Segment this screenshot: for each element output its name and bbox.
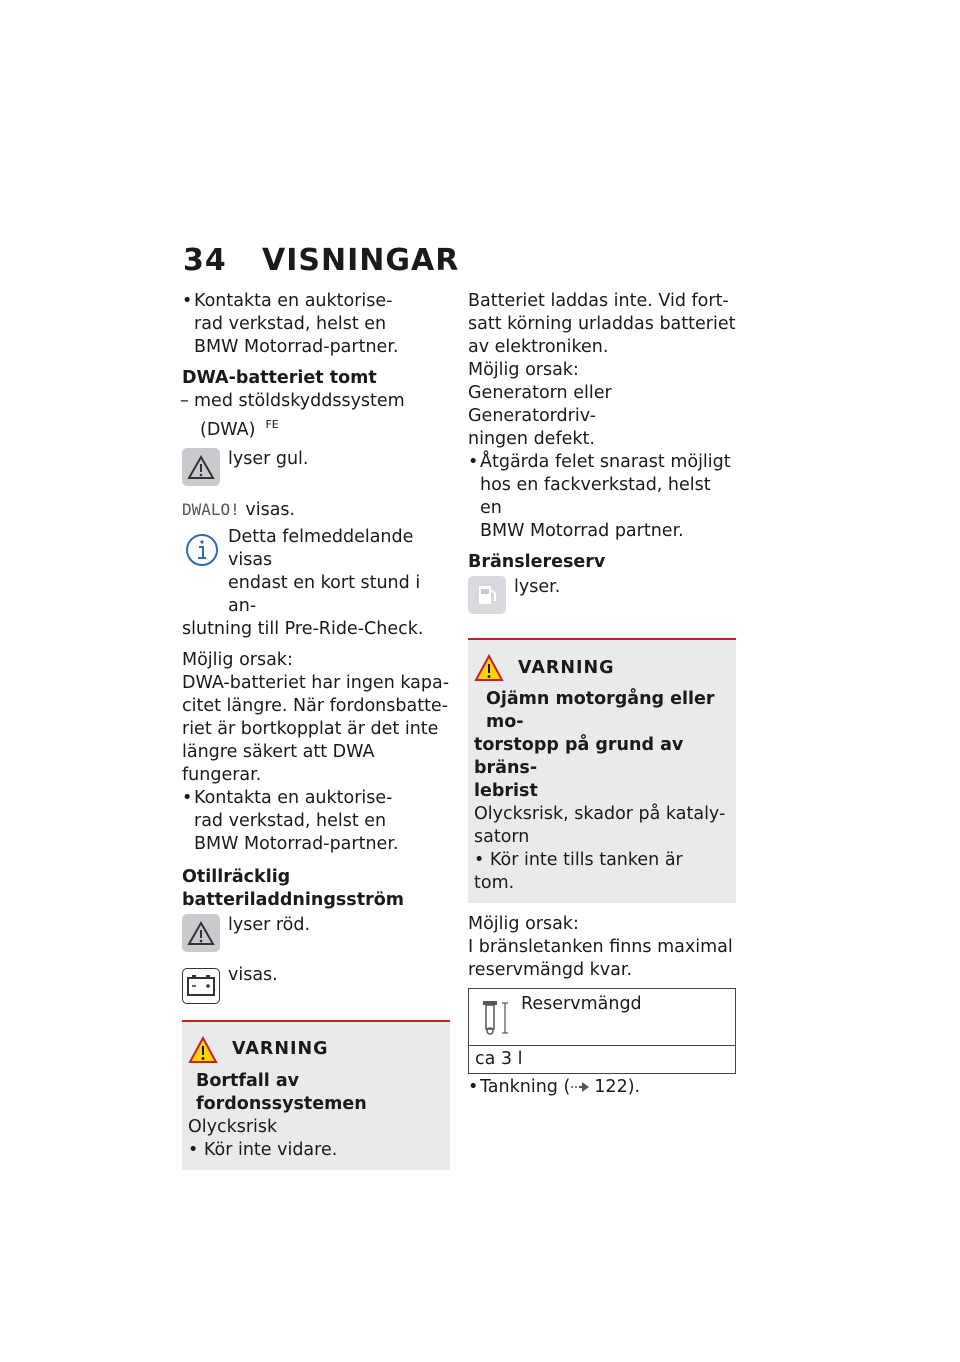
warning-title: VARNING <box>232 1039 329 1060</box>
fuel-pump-icon <box>468 576 506 614</box>
warning-risk: Olycksrisk, skador på kataly- satorn <box>474 804 726 847</box>
display-message: DWALO! visas. <box>182 499 296 520</box>
warning-triangle-icon <box>474 654 504 682</box>
warning-triangle-icon <box>188 1036 218 1064</box>
warning-title: VARNING <box>518 657 615 678</box>
warning-subject: Ojämn motorgång eller mo- torstopp på grund av bräns- lebrist <box>474 689 715 801</box>
cause-label: Möjlig orsak: <box>182 649 293 670</box>
warning-triangle-icon <box>182 448 220 486</box>
warning-light-row: lyser gul. <box>182 448 450 494</box>
cause-text: DWA-batteriet har ingen kapa- citet längre. När fordonsbatte- riet är bortkopplat är det inte längre säkert att DWA fungerar. <box>182 672 450 785</box>
cause-text: Generatorn eller Generatordriv- ningen defekt. <box>468 383 612 449</box>
warning-subject: Bortfall av fordonssystemen <box>196 1070 367 1114</box>
contact-bullet-2: • Kontakta en auktorise- rad verkstad, helst en BMW Motorrad-partner. <box>182 787 450 856</box>
cause-label: Möjlig orsak: <box>468 914 579 934</box>
page-number: 34 <box>183 243 227 278</box>
refuel-bullet: • Tankning ( 122). <box>468 1076 736 1099</box>
info-icon <box>184 532 218 566</box>
contact-bullet-1: • Kontakta en auktorise- rad verkstad, helst en BMW Motorrad-partner. <box>182 290 450 359</box>
warning-risk: Olycksrisk <box>188 1116 278 1137</box>
reserve-table <box>468 988 736 1074</box>
left-column: • Kontakta en auktorise- rad verkstad, helst en BMW Motorrad-partner. DWA-batteriet tomt – med stöldskyddssystem (DWA) $^{FE}$ lyser gul. DWALO! visas. Detta felmeddelande visas endast en kort stund i an- slutning till Pre-Ride-Check. Möjlig orsak: DWA-batteriet har ingen kapa- citet längre. När fordonsbatte- riet är bortkopplat är det inte längre säkert att DWA fungerar. • Kontakta en auktorise- rad verkstad, helst en BMW Motorrad-partner. Otillräcklig batteriladdningsström lyser röd. visas. VARNING Bortfall av fordonssystemen Olycksrisk • Kör inte vidare. <box>182 290 450 1170</box>
dwa-condition: – med stöldskyddssystem (DWA) $^{FE}$ <box>182 390 450 442</box>
cause-text: I bränsletanken finns maximal reservmängd kvar. <box>468 937 733 980</box>
warning-box-left <box>182 1020 450 1170</box>
fuel-light-row: lyser. <box>468 576 736 622</box>
display-code: DWALO! <box>182 499 240 519</box>
cause-label: Möjlig orsak: <box>468 360 579 380</box>
red-light-row: lyser röd. <box>182 914 450 960</box>
warning-box-right <box>468 638 736 903</box>
right-column <box>468 290 736 1099</box>
battery-cont-text: Batteriet laddas inte. Vid fort- satt körning urladdas batteriet av elektroniken. <box>468 291 736 357</box>
page-reference[interactable]: 122). <box>594 1077 641 1097</box>
arrow-right-icon <box>570 1081 590 1093</box>
fuel-heading: Bränslereserv <box>468 552 606 572</box>
fe-superscript: FE <box>265 418 279 431</box>
charge-heading: Otillräcklig batteriladdningsström <box>182 866 404 910</box>
info-note: Detta felmeddelande visas endast en kort stund i an- <box>182 526 450 618</box>
warning-triangle-icon <box>182 914 220 952</box>
repair-bullet: • Åtgärda felet snarast möjligt hos en fackverkstad, helst en BMW Motorrad partner. <box>468 451 736 543</box>
warning-action: • Kör inte tills tanken är tom. <box>474 850 683 893</box>
battery-row: visas. <box>182 964 450 1010</box>
reserve-value-cell: ca 3 l <box>469 1046 736 1074</box>
dwa-heading: DWA-batteriet tomt <box>182 368 377 388</box>
battery-icon <box>182 968 220 1004</box>
reserve-label-cell: Reservmängd <box>469 989 736 1046</box>
fuel-gauge-icon <box>479 997 513 1037</box>
page-title: VISNINGAR <box>262 243 460 278</box>
warning-action: • Kör inte vidare. <box>188 1139 338 1160</box>
